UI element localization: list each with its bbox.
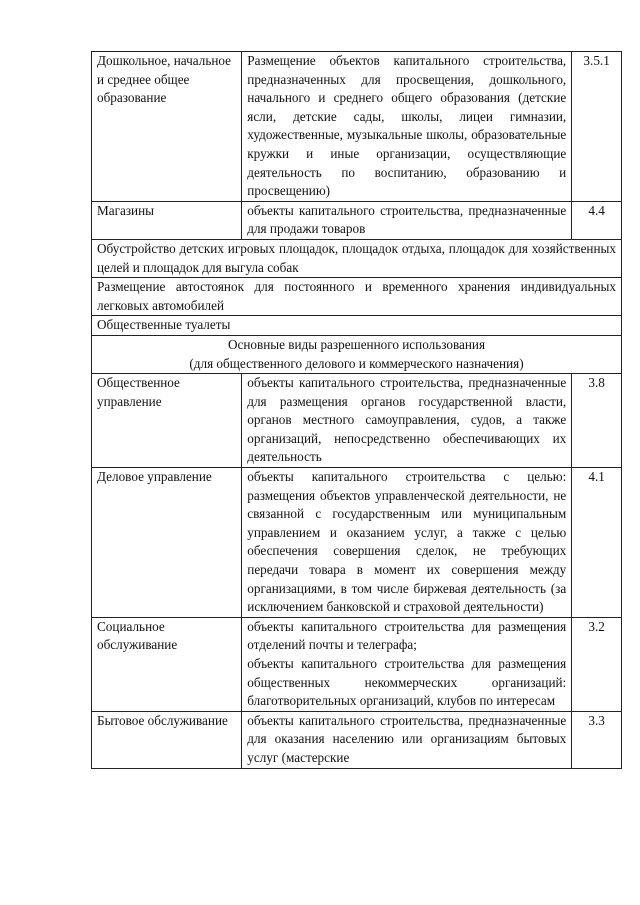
table-row [92,201,622,239]
use-code: 4.4 [572,201,622,239]
use-description-part: объекты капитального строительства для размещения общественных некоммерческих организаций: благотворительных организаций, клубов по интересам [247,656,567,709]
use-description: объекты капитального строительства, предназначенные для размещения органов государственной власти, органов местного самоуправления, судов, а также организаций, непосредственно обеспечивающих их деятельность [242,374,572,468]
use-name: Социальное обслуживание [92,617,242,711]
use-name: Бытовое обслуживание [92,711,242,768]
table-row [92,468,622,618]
use-description [242,617,572,711]
use-code: 3.5.1 [572,52,622,202]
use-code: 4.1 [572,468,622,618]
section-header-title: Основные виды разрешенного использования [227,336,486,352]
table-row [92,617,622,711]
document-page [91,51,622,769]
table-row [92,52,622,202]
land-use-table [91,51,622,769]
use-description: Размещение объектов капитального строительства, предназначенных для просвещения, дошкольного, начального и среднего общего образования (детские ясли, детские сады, школы, лицеи гимназии, художественные, музыкальные школы, образовательные кружки и иные организации, осуществляющие деятельность по воспитанию, образованию и просвещению) [242,52,572,202]
section-header [92,335,622,373]
section-header-subtitle: (для общественного делового и коммерческого назначения) [189,355,524,371]
full-width-row: Общественные туалеты [92,316,622,336]
use-description: объекты капитального строительства, предназначенные для продажи товаров [242,201,572,239]
use-code: 3.8 [572,374,622,468]
table-row [92,239,622,277]
use-code: 3.2 [572,617,622,711]
use-name: Магазины [92,201,242,239]
table-row [92,711,622,768]
section-header-row [92,335,622,373]
use-name: Общественное управление [92,374,242,468]
use-name: Дошкольное, начальное и среднее общее образование [92,52,242,202]
use-name: Деловое управление [92,468,242,618]
table-row [92,316,622,336]
use-description: объекты капитального строительства с целью: размещения объектов управленческой деятельности, не связанной с государственным или муниципальным управлением и оказанием услуг, а также с целью обеспечения совершения сделок, не требующих передачи товара в момент их совершения между организациями, в том числе биржевая деятельность (за исключением банковской и страховой деятельности) [242,468,572,618]
use-code: 3.3 [572,711,622,768]
full-width-row: Обустройство детских игровых площадок, площадок отдыха, площадок для хозяйственных целей и площадок для выгула собак [92,239,622,277]
use-description-part: объекты капитального строительства для размещения отделений почты и телеграфа; [247,618,567,653]
full-width-row: Размещение автостоянок для постоянного и временного хранения индивидуальных легковых автомобилей [92,278,622,316]
table-row [92,278,622,316]
table-row [92,374,622,468]
use-description: объекты капитального строительства, предназначенные для оказания населению или организациям бытовых услуг (мастерские [242,711,572,768]
